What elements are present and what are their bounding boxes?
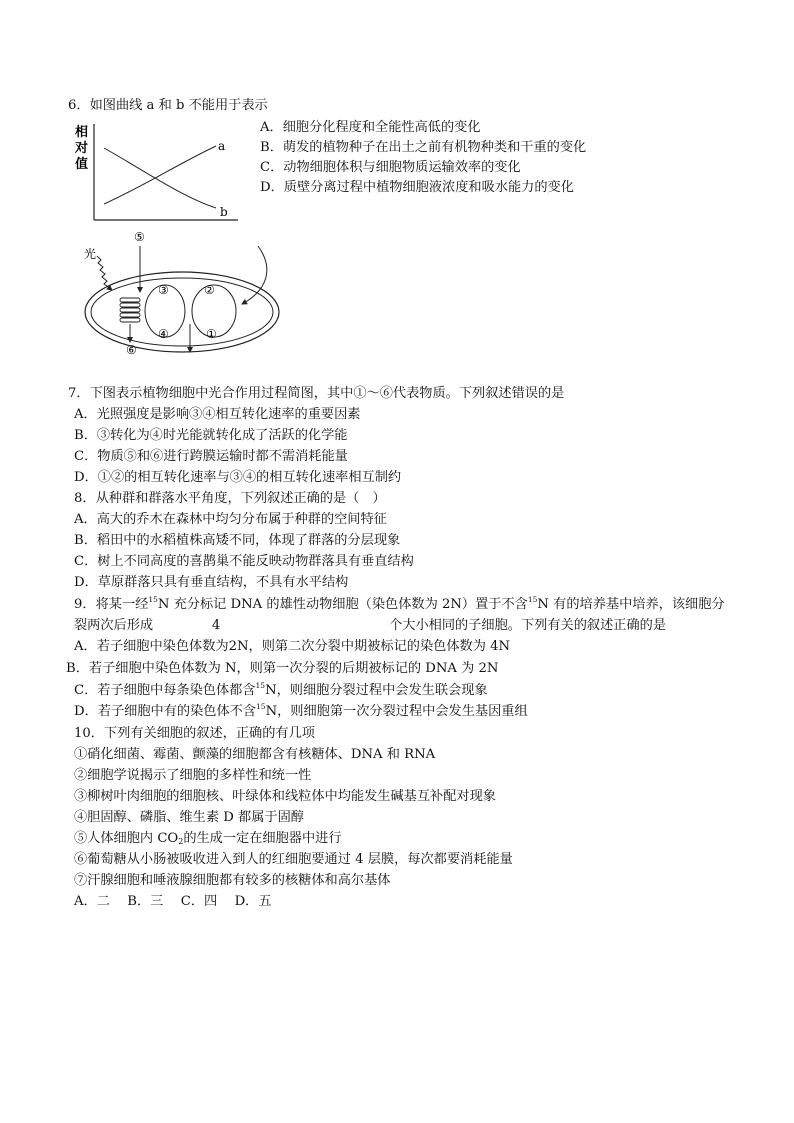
q9-option-c-sup: 15: [255, 681, 266, 690]
label-4: ④: [158, 327, 169, 341]
label-5: ⑤: [134, 230, 145, 244]
curve-a-label: a: [218, 139, 226, 153]
q10-options: A．二 B．三 C．四 D．五: [74, 894, 272, 909]
q8-option-c: C．树上不同高度的喜鹊巢不能反映动物群落具有垂直结构: [74, 554, 414, 569]
q9-stem-line2: [74, 617, 666, 635]
thylakoid-stack: [120, 298, 140, 322]
q7-stem: 7．下图表示植物细胞中光合作用过程简图，其中①～⑥代表物质。下列叙述错误的是: [68, 386, 565, 401]
q10-stem: 10．下列有关细胞的叙述，正确的有几项: [74, 726, 315, 741]
y-label-char-2: 对: [75, 141, 89, 156]
q10-item-5-sub: 2: [178, 837, 184, 846]
q8-option-d: D．草原群落只具有垂直结构，不具有水平结构: [74, 575, 349, 590]
q6-option-d: D．质壁分离过程中植物细胞液浓度和吸水能力的变化: [260, 180, 574, 195]
q10-item-7: ⑦汗腺细胞和唾液腺细胞都有较多的核糖体和高尔基体: [74, 873, 391, 888]
curve-b-line: [104, 148, 216, 208]
q9-isotope-sup-1: 15: [148, 595, 158, 604]
q9-stem-line1: [74, 596, 725, 614]
q10-item-5-part1: ⑤人体细胞内 CO: [74, 831, 179, 846]
q9-option-c-part1: C．若子细胞中每条染色体都含: [74, 683, 256, 698]
q7-option-c: C．物质⑤和⑥进行跨膜运输时都不需消耗能量: [74, 449, 348, 464]
q10-item-1: ①硝化细菌、霉菌、颤藻的细胞都含有核糖体、DNA 和 RNA: [74, 747, 436, 762]
q9-option-c: [74, 682, 488, 700]
q8-option-b: B．稻田中的水稻植株高矮不同，体现了群落的分层现象: [74, 533, 401, 548]
curve-b-label: b: [220, 205, 228, 219]
q9-option-a: A．若子细胞中染色体数为2N，则第二次分裂中期被标记的染色体数为 4N: [74, 639, 511, 654]
q10-item-5: [74, 830, 342, 848]
q10-item-4: ④胆固醇、磷脂、维生素 D 都属于固醇: [74, 810, 304, 825]
q7-option-d: D．①②的相互转化速率与③④的相互转化速率相互制约: [74, 470, 402, 485]
q9-stem-part2: N 充分标记 DNA 的雄性动物细胞（染色体数为 2N）置于不含: [157, 597, 528, 612]
q6-stem: 6．如图曲线 a 和 b 不能用于表示: [68, 98, 268, 113]
q9-line2-part2: 个大小相同的子细胞。下列有关的叙述正确的是: [389, 618, 667, 633]
q10-item-5-part2: 的生成一定在细胞器中进行: [183, 831, 342, 846]
q8-option-a: A．高大的乔木在森林中均匀分布属于种群的空间特征: [74, 512, 387, 527]
label-2: ②: [204, 283, 215, 297]
q9-option-b: B．若子细胞中染色体数为 N，则第一次分裂的后期被标记的 DNA 为 2N: [66, 661, 499, 676]
label-1: ①: [206, 327, 217, 341]
q6-curve-graph: [70, 118, 240, 228]
q9-option-d-sup: 15: [256, 702, 266, 711]
q9-option-d-part2: N，则细胞第一次分裂过程中会发生基因重组: [265, 704, 528, 719]
curve-a-line: [104, 146, 216, 204]
q10-item-2: ②细胞学说揭示了细胞的多样性和统一性: [74, 768, 312, 783]
q6-option-c: C．动物细胞体积与细胞物质运输效率的变化: [260, 160, 521, 175]
q9-option-d: [74, 703, 528, 721]
q7-option-a: A．光照强度是影响③④相互转化速率的重要因素: [74, 407, 361, 422]
y-label-char-1: 相: [75, 125, 89, 140]
q9-line2-number: 4: [211, 618, 221, 633]
q7-chloroplast-diagram: [82, 228, 282, 356]
q9-option-c-part2: N，则细胞分裂过程中会发生联会现象: [265, 683, 488, 698]
q9-stem-part3: N 有的培养基中培养，该细胞分: [537, 597, 725, 612]
q6-option-b: B．萌发的植物种子在出土之前有机物种类和干重的变化: [260, 140, 587, 155]
light-label: 光: [84, 247, 97, 261]
inner-membrane: [91, 278, 273, 346]
q6-option-a: A．细胞分化程度和全能性高低的变化: [260, 120, 481, 135]
q9-stem-part1: 9．将某一经: [74, 597, 149, 612]
q10-item-6: ⑥葡萄糖从小肠被吸收进入到人的红细胞要通过 4 层膜，每次都要消耗能量: [74, 852, 513, 867]
q7-option-b: B．③转化为④时光能就转化成了活跃的化学能: [74, 428, 348, 443]
q10-item-3: ③柳树叶肉细胞的细胞核、叶绿体和线粒体中均能发生碱基互补配对现象: [74, 789, 496, 804]
q9-isotope-sup-2: 15: [527, 595, 538, 604]
q9-option-d-part1: D．若子细胞中有的染色体不含: [74, 704, 257, 719]
arrow-co2-in: [242, 246, 267, 304]
q9-line2-part1: 裂两次后形成: [74, 618, 154, 633]
y-label-char-3: 值: [75, 157, 89, 172]
label-6: ⑥: [126, 343, 137, 356]
q8-stem: 8．从种群和群落水平角度，下列叙述正确的是（ ）: [74, 491, 386, 506]
label-3: ③: [158, 283, 169, 297]
outer-membrane: [85, 272, 279, 352]
